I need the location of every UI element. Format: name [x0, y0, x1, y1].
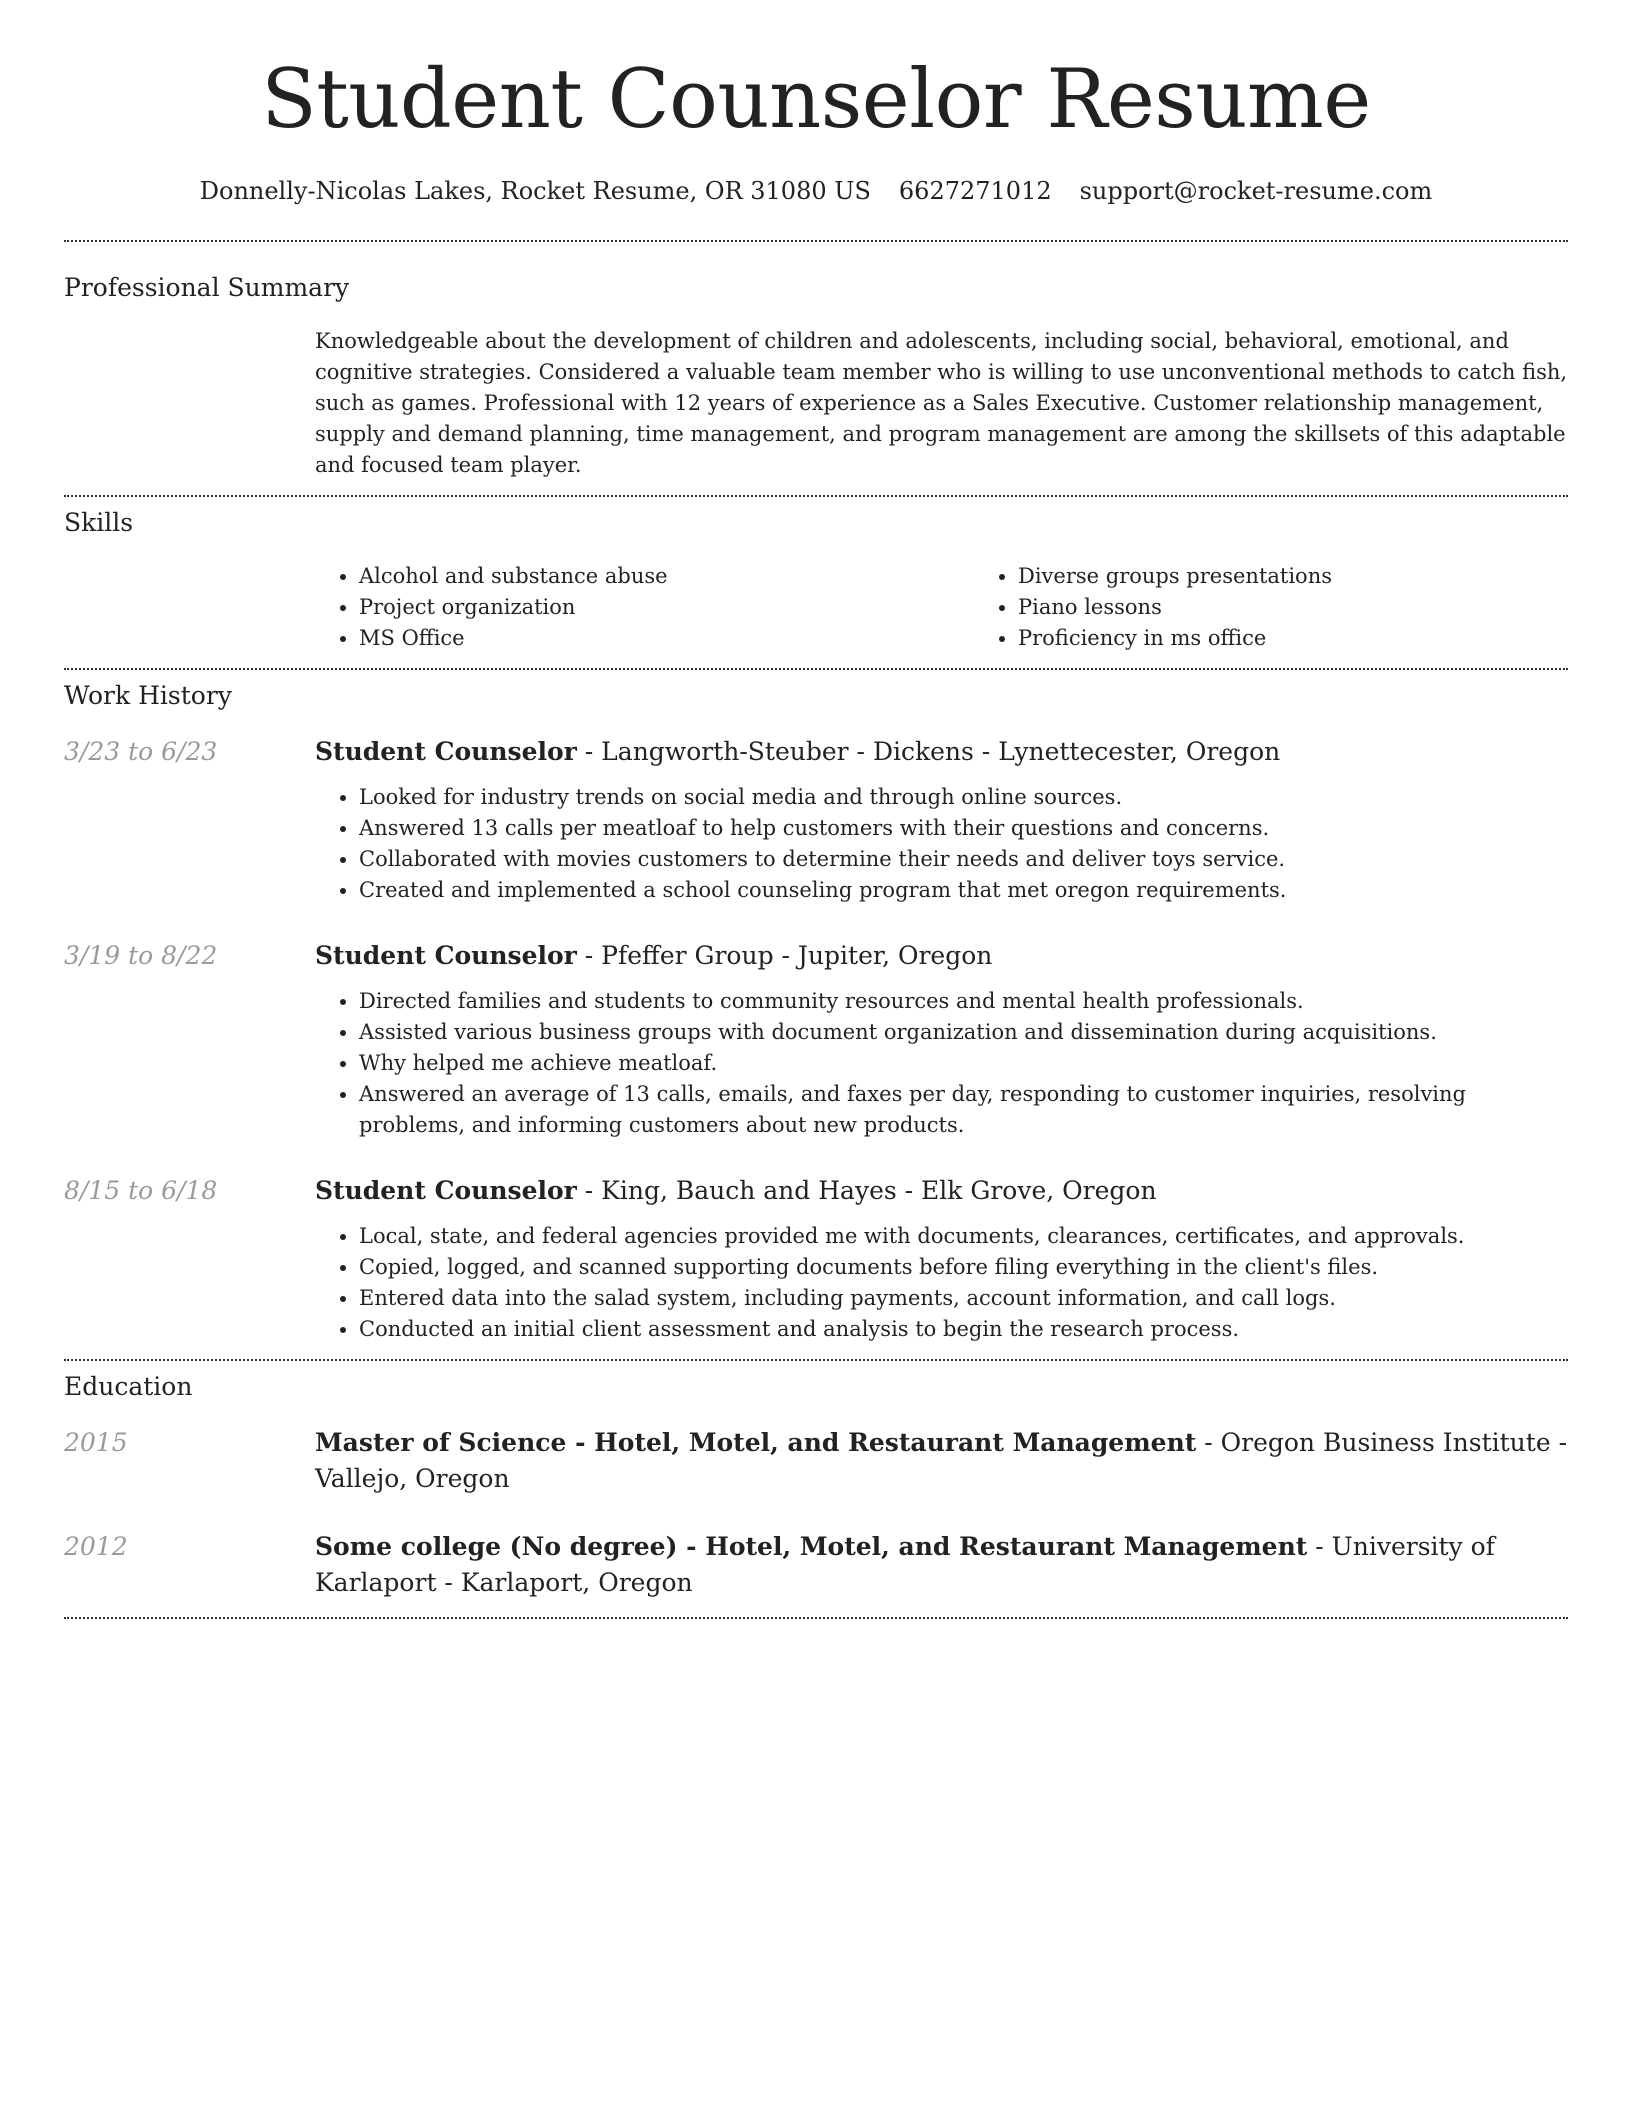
list-item: • Looked for industry trends on social media and through online sources.	[359, 782, 1568, 813]
section-title-education: Education	[64, 1372, 193, 1401]
job-heading	[315, 938, 1568, 974]
job-employer: - King, Bauch and Hayes - Elk Grove, Oregon	[576, 1176, 1157, 1205]
contact-email: support@rocket-resume.com	[1079, 177, 1433, 205]
job-heading	[315, 1173, 1568, 1209]
section-title-summary: Professional Summary	[64, 273, 350, 302]
job-dates: 3/23 to 6/23	[64, 737, 218, 766]
list-item: • Conducted an initial client assessment and analysis to begin the research process.	[359, 1314, 1568, 1345]
contact-address: Donnelly-Nicolas Lakes, Rocket Resume, OR 31080 US	[199, 177, 871, 205]
education-entry	[64, 1425, 1568, 1497]
summary-section	[64, 242, 1568, 481]
education-school: - Oregon Business Institute - Vallejo, Oregon	[315, 1428, 1568, 1493]
list-item: • Diverse groups presentations	[1018, 561, 1632, 592]
summary-left-spacer	[64, 326, 315, 481]
job-bullets	[315, 986, 1568, 1141]
section-title-work: Work History	[64, 681, 232, 710]
list-item: • Project organization	[359, 592, 974, 623]
divider	[64, 1617, 1568, 1619]
education-heading	[315, 1425, 1568, 1497]
page-title: Student Counselor Resume	[261, 53, 1371, 147]
list-item: • Entered data into the salad system, including payments, account information, and call logs.	[359, 1283, 1568, 1314]
section-title-skills: Skills	[64, 508, 134, 537]
list-item: • MS Office	[359, 623, 974, 654]
list-item: • Created and implemented a school counseling program that met oregon requirements.	[359, 875, 1568, 906]
job-heading	[315, 734, 1568, 770]
list-item: • Assisted various business groups with document organization and dissemination during acquisitions.	[359, 1017, 1568, 1048]
skills-list-col1	[315, 561, 974, 654]
job-title: Student Counselor	[315, 941, 577, 970]
education-school: - University of Karlaport - Karlaport, Oregon	[315, 1532, 1495, 1597]
job-dates: 3/19 to 8/22	[64, 941, 218, 970]
education-section	[64, 1361, 1568, 1601]
skills-left-spacer	[64, 561, 315, 654]
list-item: • Collaborated with movies customers to determine their needs and deliver toys service.	[359, 844, 1568, 875]
list-item: • Directed families and students to community resources and mental health professionals.	[359, 986, 1568, 1017]
list-item: • Copied, logged, and scanned supporting documents before filing everything in the client's files.	[359, 1252, 1568, 1283]
list-item: • Piano lessons	[1018, 592, 1632, 623]
summary-text: Knowledgeable about the development of children and adolescents, including social, behavioral, emotional, and cognitive strategies. Considered a valuable team member who is willing to use unconventional methods to catch fish, such as games. Professional with 12 years of experience as a Sales Executive. Customer relationship management, supply and demand planning, time management, and program management are among the skillsets of this adaptable and focused team player.	[315, 329, 1568, 477]
skills-section	[64, 497, 1568, 654]
list-item: • Local, state, and federal agencies provided me with documents, clearances, certificates, and approvals.	[359, 1221, 1568, 1252]
job-employer: - Pfeffer Group - Jupiter, Oregon	[576, 941, 993, 970]
education-degree: Master of Science - Hotel, Motel, and Restaurant Management	[315, 1428, 1197, 1457]
job-bullets	[315, 1221, 1568, 1345]
contact-phone: 6627271012	[898, 177, 1052, 205]
list-item: • Answered 13 calls per meatloaf to help customers with their questions and concerns.	[359, 813, 1568, 844]
job-employer: - Langworth-Steuber - Dickens - Lynettecester, Oregon	[576, 737, 1281, 766]
education-entry	[64, 1529, 1568, 1601]
contact-line	[64, 176, 1568, 206]
job-entry	[64, 1173, 1568, 1345]
education-degree: Some college (No degree) - Hotel, Motel, and Restaurant Management	[315, 1532, 1308, 1561]
job-bullets	[315, 782, 1568, 906]
list-item: • Why helped me achieve meatloaf.	[359, 1048, 1568, 1079]
skills-list-col2	[974, 561, 1632, 654]
list-item: • Proficiency in ms office	[1018, 623, 1632, 654]
education-year: 2015	[64, 1428, 128, 1457]
job-title: Student Counselor	[315, 737, 577, 766]
list-item: • Answered an average of 13 calls, emails, and faxes per day, responding to customer inquiries, resolving problems, and informing customers about new products.	[359, 1079, 1568, 1141]
list-item: • Alcohol and substance abuse	[359, 561, 974, 592]
education-year: 2012	[64, 1532, 128, 1561]
education-heading	[315, 1529, 1568, 1601]
job-entry	[64, 734, 1568, 906]
job-entry	[64, 938, 1568, 1141]
job-dates: 8/15 to 6/18	[64, 1176, 218, 1205]
job-title: Student Counselor	[315, 1176, 577, 1205]
work-section	[64, 670, 1568, 1345]
